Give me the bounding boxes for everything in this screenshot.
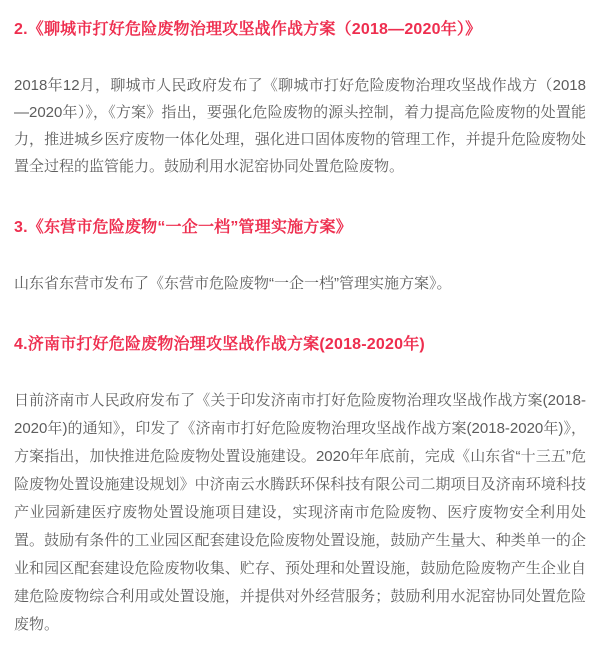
section-heading-liaocheng-plan: 2.《聊城市打好危险废物治理攻坚战作战方案（2018—2020年）》 <box>14 21 482 38</box>
section-paragraph-jinan-plan: 日前济南市人民政府发布了《关于印发济南市打好危险废物治理攻坚战作战方案(2018-2020年)的通知》，印发了《济南市打好危险废物治理攻坚战作战方案(2018-2020年)》，方案指出，加快推进危险废物处置设施建设。2020年年底前，完成《山东省“十三五”危险废物处置设施建设规划》中济南云水腾跃环保科技有限公司二期项目及济南环境科技产业园新建医疗废物处置设施项目建设，实现济南市危险废物、医疗废物安全利用处置。鼓励有条件的工业园区配套建设危险废物处置设施，鼓励产生量大、种类单一的企业和园区配套建设危险废物收集、贮存、预处理和处置设施，鼓励危险废物产生企业自建危险废物综合利用或处置设施，并提供对外经营服务；鼓励利用水泥窑协同处置危险废物。 <box>14 392 586 633</box>
section-paragraph-dongying-plan: 山东省东营市发布了《东营市危险废物“一企一档”管理实施方案》。 <box>14 275 452 292</box>
section-heading-jinan-plan: 4.济南市打好危险废物治理攻坚战作战方案(2018-2020年) <box>14 336 425 353</box>
section-paragraph-liaocheng-plan: 2018年12月，聊城市人民政府发布了《聊城市打好危险废物治理攻坚战作战方（2018—2020年）》，《方案》指出，要强化危险废物的源头控制，着力提高危险废物的处置能力，推进城乡医疗废物一体化处理，强化进口固体废物的管理工作，并提升危险废物处置全过程的监管能力。鼓励利用水泥窑协同处置危险废物。 <box>14 77 586 175</box>
section-heading-dongying-plan: 3.《东营市危险废物“一企一档”管理实施方案》 <box>14 219 352 236</box>
